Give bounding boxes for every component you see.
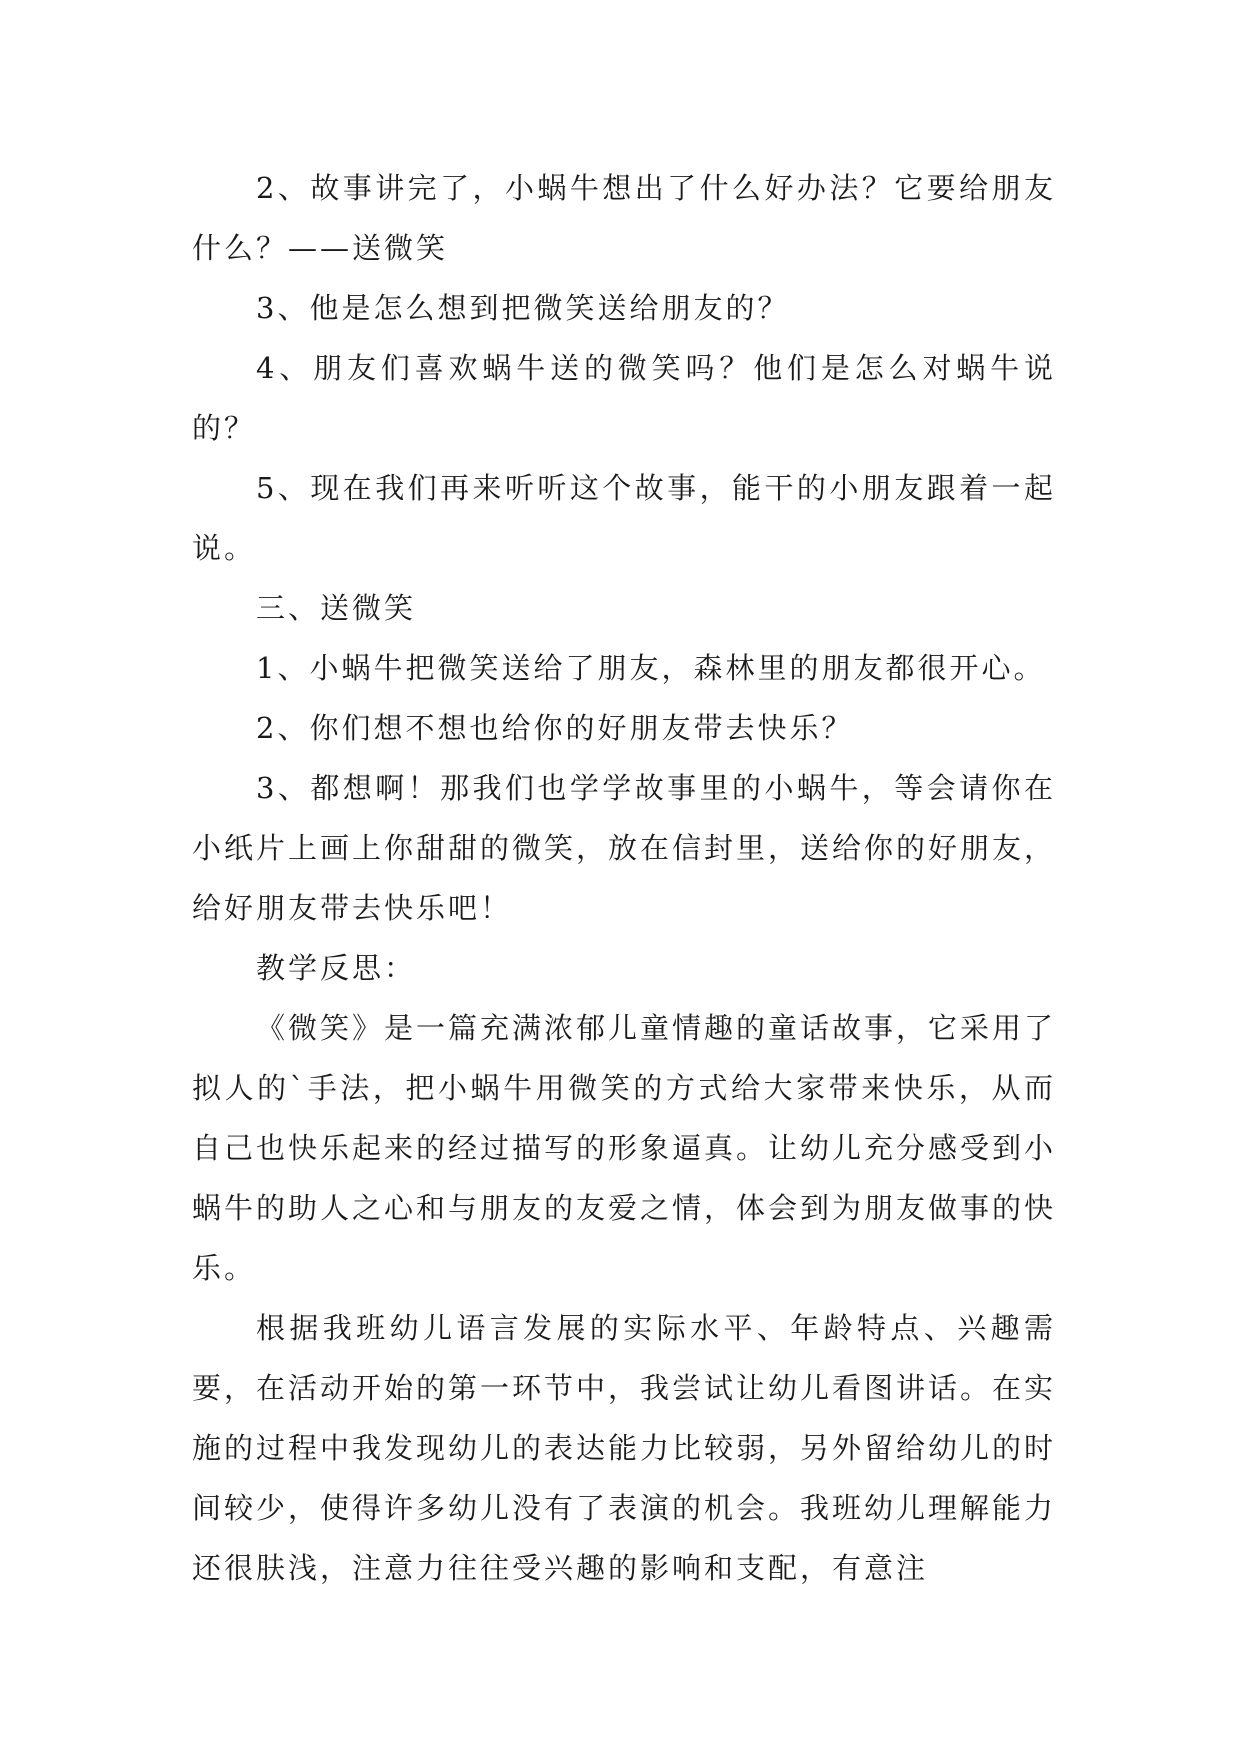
paragraph: 5、现在我们再来听听这个故事，能干的小朋友跟着一起说。: [192, 471, 1056, 565]
paragraph: 4、朋友们喜欢蜗牛送的微笑吗？他们是怎么对蜗牛说的？: [192, 351, 1056, 445]
paragraph: 3、他是怎么想到把微笑送给朋友的？: [256, 291, 790, 325]
document-body: [192, 158, 1056, 1598]
paragraph: 2、你们想不想也给你的好朋友带去快乐？: [256, 711, 854, 745]
paragraph: 《微笑》是一篇充满浓郁儿童情趣的童话故事，它采用了拟人的`手法，把小蜗牛用微笑的方式给大家带来快乐，从而自己也快乐起来的经过描写的形象逼真。让幼儿充分感受到小蜗牛的助人之心和与朋友的友爱之情，体会到为朋友做事的快乐。: [192, 1011, 1057, 1285]
paragraph: 1、小蜗牛把微笑送给了朋友，森林里的朋友都很开心。: [256, 651, 1046, 685]
paragraph: 根据我班幼儿语言发展的实际水平、年龄特点、兴趣需要，在活动开始的第一环节中，我尝试让幼儿看图讲话。在实施的过程中我发现幼儿的表达能力比较弱，另外留给幼儿的时间较少，使得许多幼儿没有了表演的机会。我班幼儿理解能力还很肤浅，注意力往往受兴趣的影响和支配，有意注: [192, 1311, 1057, 1585]
paragraph: 2、故事讲完了，小蜗牛想出了什么好办法？它要给朋友什么？——送微笑: [192, 171, 1056, 265]
paragraph: 3、都想啊！那我们也学学故事里的小蜗牛，等会请你在小纸片上画上你甜甜的微笑，放在信封里，送给你的好朋友，给好朋友带去快乐吧！: [192, 771, 1057, 925]
section-heading: 教学反思：: [256, 951, 417, 985]
section-heading: 三、送微笑: [256, 591, 417, 625]
